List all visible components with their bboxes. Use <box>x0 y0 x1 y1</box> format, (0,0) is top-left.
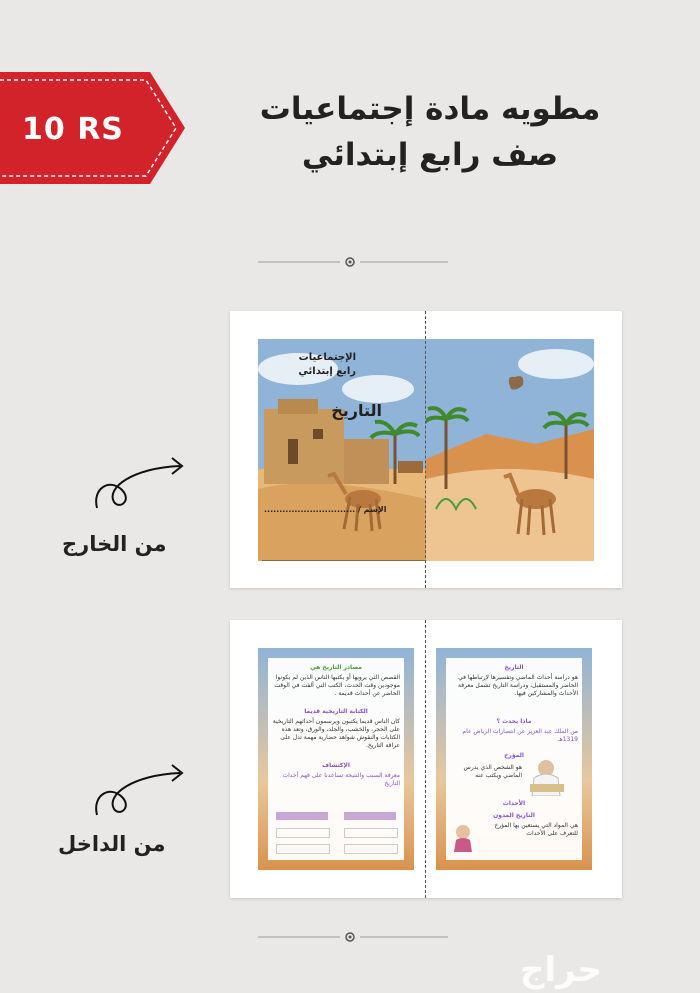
inside-left-heading-2: الكتابة التاريخية قديما <box>304 708 368 715</box>
inside-right-text-4: هي المواد التي يستعين بها المؤرخ للتعرف على الأحداث <box>494 822 578 837</box>
inside-right-panel <box>436 648 592 870</box>
inside-right-text-2: من الملك عبد العزيز عن انتصارات الرياض عام 1319هـ <box>462 728 578 743</box>
outside-label: من الخارج <box>62 532 167 556</box>
diagram-box <box>344 844 398 854</box>
curved-arrow-icon <box>92 755 187 825</box>
back-panel <box>426 339 594 561</box>
fold-line <box>425 311 426 588</box>
inside-right-text-3: هو الشخص الذي يدرس الماضي ويكتب عنه <box>463 764 522 779</box>
title-line-2: صف رابع إبتدائي <box>301 137 559 173</box>
title-line-1: مطويه مادة إجتماعيات <box>259 91 601 127</box>
inside-left-text-3: معرفة السبب والنتيجة تساعدنا على فهم أحداث التاريخ <box>282 772 400 787</box>
cover-subject <box>298 351 356 379</box>
fold-line <box>425 620 426 898</box>
inside-right-heading-4: الأحداث <box>502 800 526 807</box>
diagram-box <box>276 812 328 820</box>
diagram-box <box>276 828 330 838</box>
inside-right-heading-1: التاريخ <box>504 664 524 671</box>
back-illustration <box>426 339 594 561</box>
inside-label: من الداخل <box>58 832 166 856</box>
curved-arrow-icon <box>92 448 187 518</box>
inside-right-text-1: هو دراسة أحداث الماضي وتفسيرها لإرتباطها في الحاضر والمستقبل، ودراسة التاريخ تشمل معرفة الأحداث والمشاركين فيها. <box>458 674 578 697</box>
student-icon <box>450 822 476 852</box>
inside-left-heading-3: الإكتشاف <box>322 762 350 769</box>
historian-icon <box>524 756 570 796</box>
inside-left-text-1: القصص التي يرويها أو يكتبها الناس الذين لم يكونوا موجودين وقت الحدث، الكتب التي ألفت في الوقت الحاضر عن أحداث قديمة . <box>274 674 400 697</box>
diagram-box <box>344 812 396 820</box>
divider-top <box>258 256 448 268</box>
cover-panel <box>258 339 426 561</box>
page-title <box>250 86 610 178</box>
price-label: 10 RS <box>22 112 124 147</box>
inside-right-heading-5: التاريخ المدون <box>493 812 535 819</box>
inside-left-panel <box>258 648 414 870</box>
divider-bottom <box>258 931 448 943</box>
cover-grade-text: رابع إبتدائي <box>298 366 356 377</box>
brochure-outside-image <box>230 311 622 588</box>
brochure-inside-image <box>230 620 622 898</box>
inside-right-heading-2: ماذا يحدث ؟ <box>496 718 532 725</box>
inside-left-text-2: كان الناس قديما يكتبون ويرسمون أحداثهم التاريخية على الحجر، والخشب، والجلد، والورق، وتعد هذه الكتابات والنقوش شواهد حضارية مهمة تدل على عراقة التاريخ. <box>272 718 400 749</box>
watermark: حراج <box>520 950 602 990</box>
cover-subject-text: الإجتماعيات <box>298 352 356 363</box>
diagram-box <box>344 828 398 838</box>
inside-left-heading-1: مصادر التاريخ هي <box>310 664 362 671</box>
cover-name-field: الإسم / .............................. <box>264 505 387 514</box>
cover-history-title: التاريخ <box>331 401 382 420</box>
inside-right-heading-3: المؤرخ <box>504 752 524 759</box>
diagram-box <box>276 844 330 854</box>
